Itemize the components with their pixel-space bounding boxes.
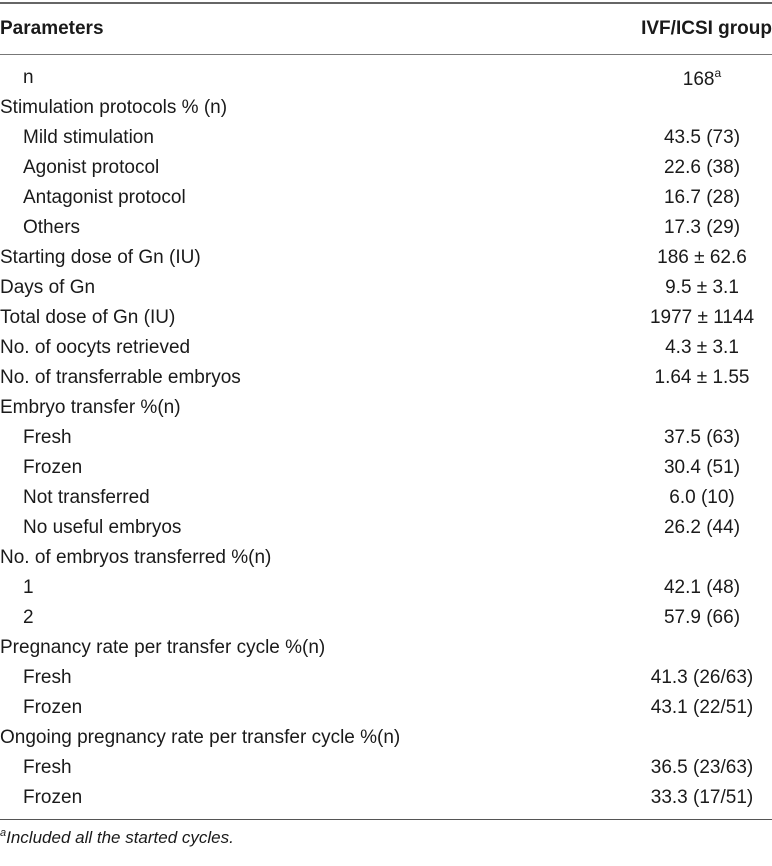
row-value <box>512 427 772 449</box>
table-row <box>0 333 772 363</box>
row-value <box>512 337 772 359</box>
row-label: Frozen <box>23 697 83 718</box>
table-row <box>0 303 772 333</box>
row-value-text: 26.2 (44) <box>663 517 741 538</box>
row-label: No useful embryos <box>23 517 182 538</box>
table-row <box>0 603 772 633</box>
table-row <box>0 123 772 153</box>
row-value <box>512 277 772 299</box>
row-value-text: 17.3 (29) <box>663 217 741 238</box>
row-value <box>512 457 772 479</box>
row-value <box>512 667 772 689</box>
row-value-superscript: a <box>714 65 722 80</box>
row-label: Frozen <box>23 787 83 808</box>
table-row <box>0 693 772 723</box>
row-value-text: 43.5 (73) <box>663 127 741 148</box>
footnote <box>0 827 772 848</box>
row-value-text: 1.64 ± 1.55 <box>654 367 750 388</box>
row-label: Mild stimulation <box>23 127 154 148</box>
row-label: Pregnancy rate per transfer cycle %(n) <box>0 637 326 658</box>
row-label: No. of oocyts retrieved <box>0 337 191 358</box>
row-value-text: 42.1 (48) <box>663 577 741 598</box>
table-row <box>0 633 772 663</box>
row-label: Fresh <box>23 667 72 688</box>
row-label: Agonist protocol <box>23 157 160 178</box>
row-value-text: 4.3 ± 3.1 <box>665 337 739 358</box>
table-row <box>0 213 772 243</box>
row-value-text: 6.0 (10) <box>669 487 735 508</box>
row-value-text: 37.5 (63) <box>663 427 741 448</box>
row-label: n <box>23 67 34 88</box>
footnote-text: Included all the started cycles. <box>6 828 234 847</box>
row-value <box>512 787 772 809</box>
table-row <box>0 93 772 123</box>
table-row <box>0 363 772 393</box>
row-label: Stimulation protocols % (n) <box>0 97 228 118</box>
footnote-marker: a <box>0 827 7 839</box>
table-row <box>0 63 772 93</box>
row-value-text: 36.5 (23/63) <box>650 757 754 778</box>
table-row <box>0 513 772 543</box>
row-label: 1 <box>23 577 34 598</box>
row-label: Embryo transfer %(n) <box>0 397 181 418</box>
table-row <box>0 273 772 303</box>
row-label: Fresh <box>23 427 72 448</box>
row-value-text: 41.3 (26/63) <box>650 667 754 688</box>
row-value-text: 1977 ± 1144 <box>649 307 755 328</box>
table-row <box>0 573 772 603</box>
row-value <box>512 157 772 179</box>
table-row <box>0 753 772 783</box>
table-row <box>0 723 772 753</box>
row-label: Starting dose of Gn (IU) <box>0 247 201 268</box>
row-value <box>512 127 772 149</box>
table-row <box>0 243 772 273</box>
row-value-text: 43.1 (22/51) <box>650 697 754 718</box>
row-value-text: 30.4 (51) <box>663 457 741 478</box>
row-label: Days of Gn <box>0 277 96 298</box>
row-label: Antagonist protocol <box>23 187 186 208</box>
table-row <box>0 543 772 573</box>
row-value <box>512 517 772 539</box>
row-value-text: 16.7 (28) <box>663 187 741 208</box>
row-value <box>512 217 772 239</box>
bottom-rule <box>0 819 772 820</box>
row-value-text: 33.3 (17/51) <box>650 787 754 808</box>
row-value <box>512 577 772 599</box>
row-value <box>512 697 772 719</box>
row-value-text: 186 ± 62.6 <box>657 247 747 268</box>
header-parameters: Parameters <box>0 18 104 39</box>
row-label: 2 <box>23 607 34 628</box>
row-value-text: 168 <box>682 68 715 90</box>
row-label: Not transferred <box>23 487 150 508</box>
row-value <box>512 66 772 91</box>
table-body <box>0 55 772 813</box>
table-row <box>0 153 772 183</box>
table-row <box>0 783 772 813</box>
header-ivf-icsi-group: IVF/ICSI group <box>641 18 772 39</box>
table-row <box>0 483 772 513</box>
row-label: Others <box>23 217 81 238</box>
row-value <box>512 307 772 329</box>
row-value-text: 9.5 ± 3.1 <box>665 277 739 298</box>
row-label: Ongoing pregnancy rate per transfer cycle %(n) <box>0 727 401 748</box>
row-value-text: 22.6 (38) <box>663 157 741 178</box>
row-label: Frozen <box>23 457 83 478</box>
row-value <box>512 487 772 509</box>
row-value <box>512 757 772 779</box>
table-row <box>0 663 772 693</box>
data-table <box>0 2 772 848</box>
row-label: Fresh <box>23 757 72 778</box>
row-label: Total dose of Gn (IU) <box>0 307 176 328</box>
row-label: No. of embryos transferred %(n) <box>0 547 272 568</box>
table-row <box>0 393 772 423</box>
row-value <box>512 607 772 629</box>
row-value <box>512 367 772 389</box>
table-header <box>0 4 772 55</box>
row-value <box>512 187 772 209</box>
table-row <box>0 423 772 453</box>
row-value <box>512 247 772 269</box>
row-value-text: 57.9 (66) <box>663 607 741 628</box>
table-row <box>0 453 772 483</box>
table-row <box>0 183 772 213</box>
row-label: No. of transferrable embryos <box>0 367 241 388</box>
